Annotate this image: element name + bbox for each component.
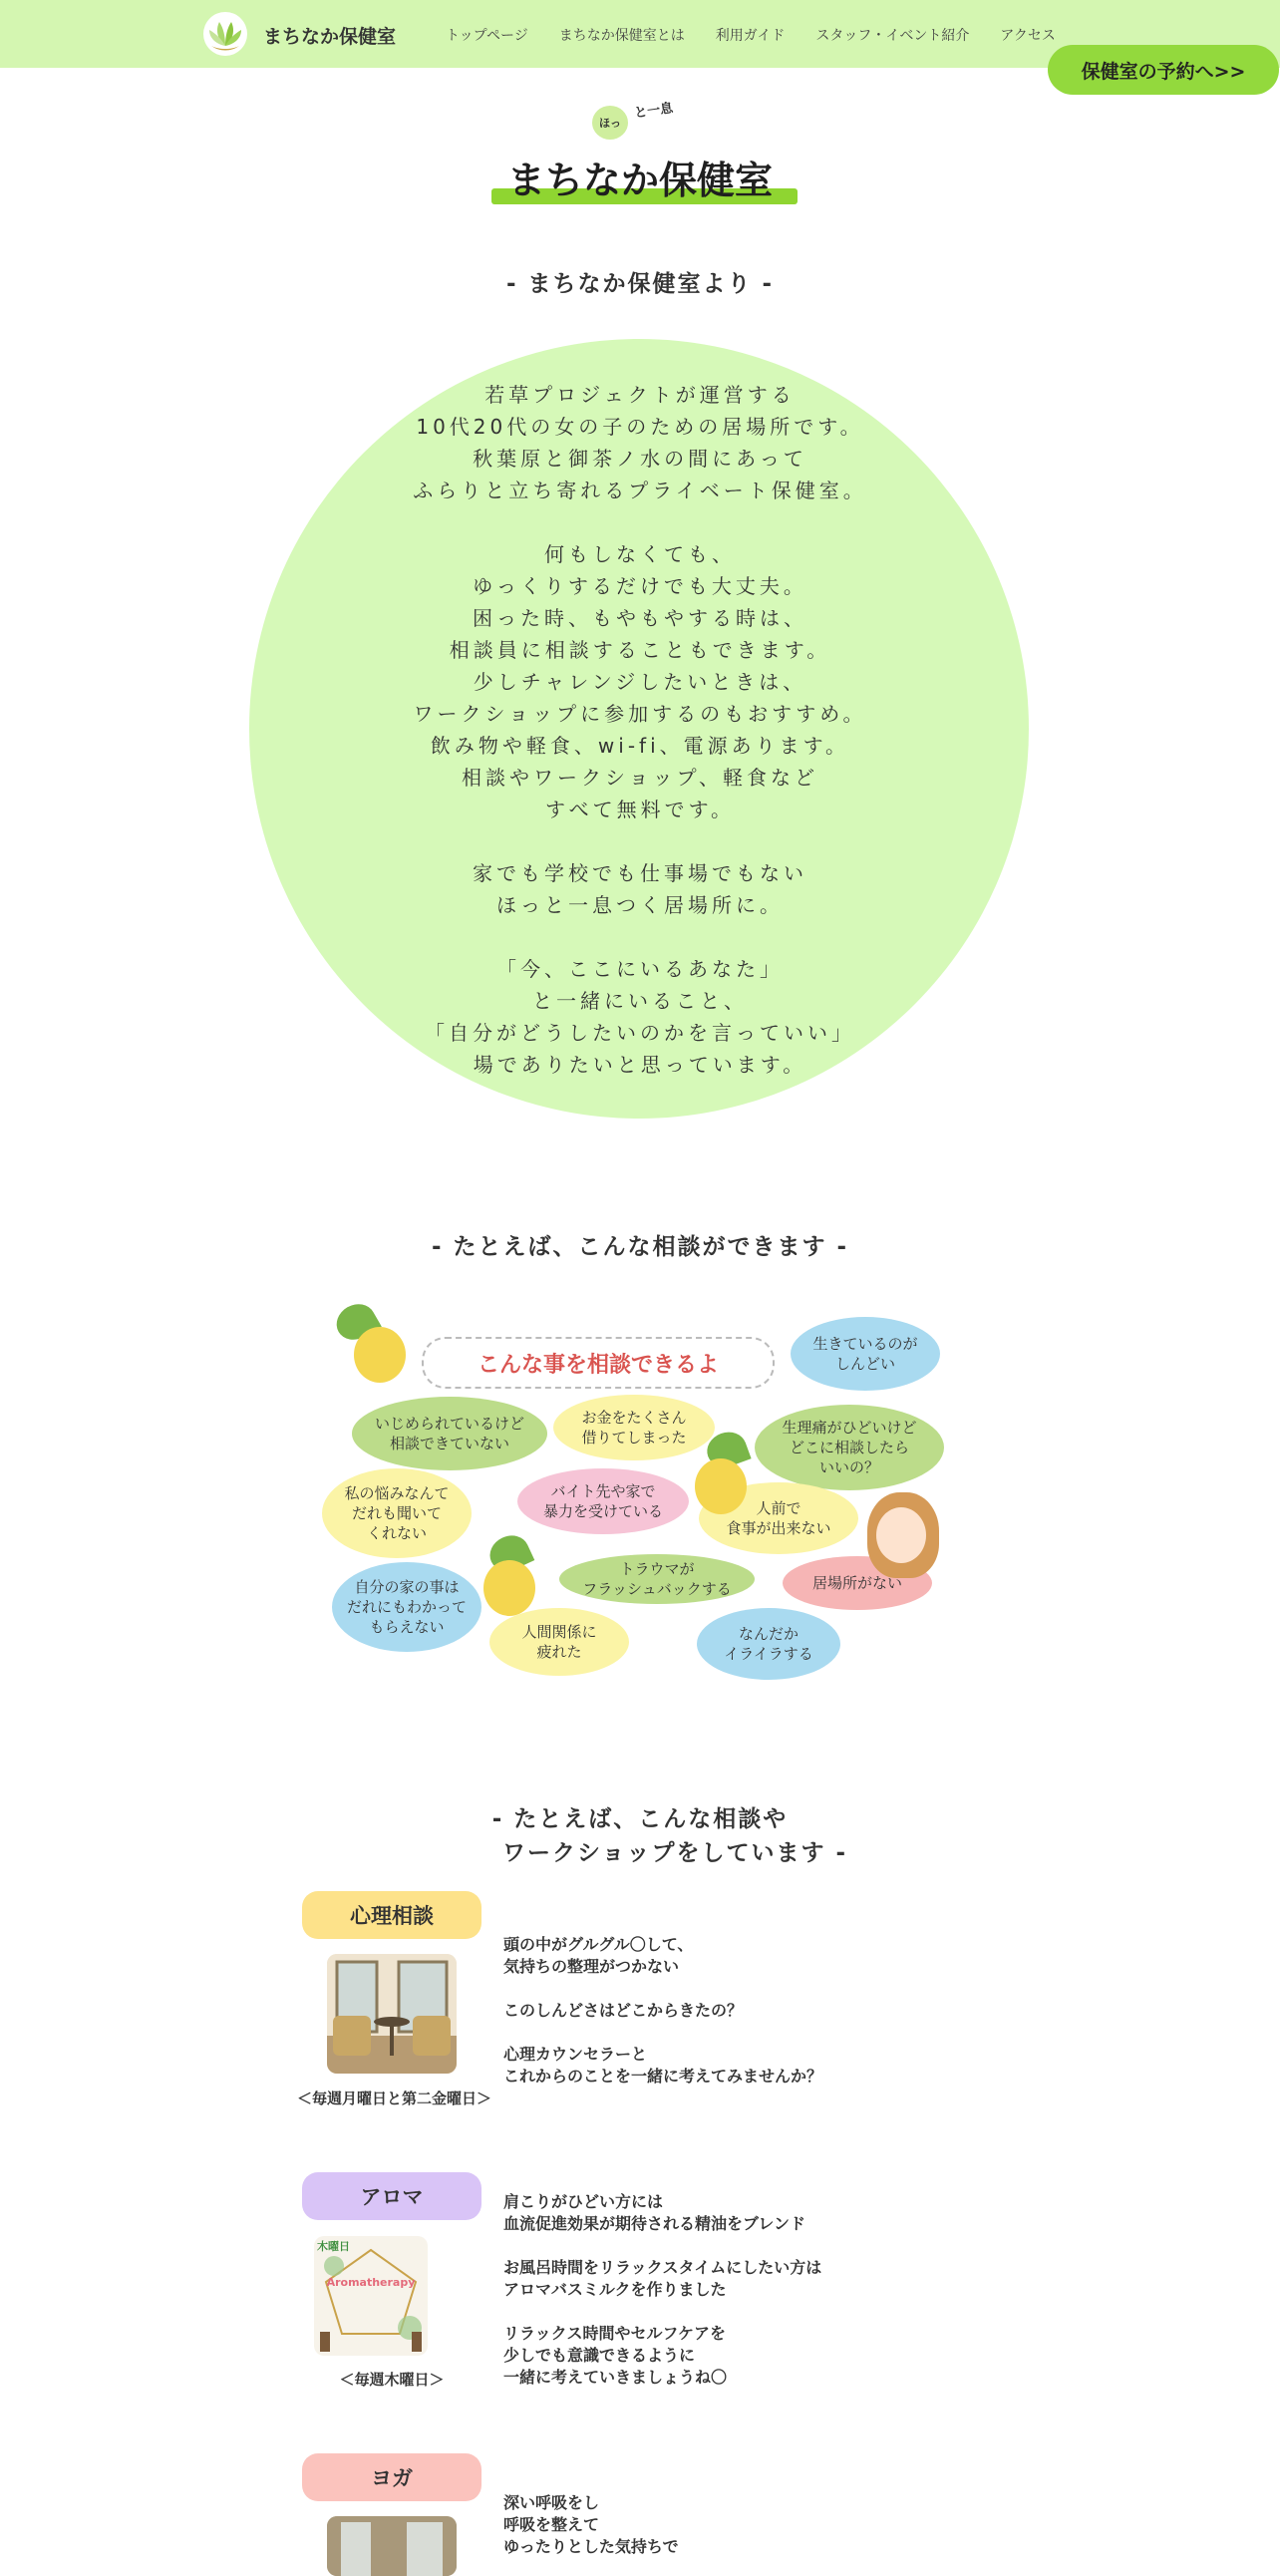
intro-line: と一緒にいること、 bbox=[532, 989, 748, 1013]
intro-heading: - まちなか保健室より - bbox=[505, 271, 775, 297]
workshop-description-line bbox=[503, 1978, 822, 2000]
consult-topic-bubble bbox=[352, 1397, 547, 1470]
intro-line: 若草プロジェクトが運営する bbox=[484, 383, 796, 407]
workshop-description-line: 一緒に考えていきましょうね〇 bbox=[503, 2368, 728, 2387]
consult-topic-line: 人前で bbox=[756, 1499, 801, 1517]
consult-topic-bubble bbox=[517, 1468, 689, 1534]
workshop-label-counseling: 心理相談 bbox=[302, 1891, 481, 1939]
nav-item-staff-events[interactable]: スタッフ・イベント紹介 bbox=[815, 28, 970, 44]
workshop-heading-line2: ワークショップをしています - bbox=[501, 1840, 848, 1866]
consult-topic-bubble bbox=[697, 1608, 840, 1680]
consult-topic-line: くれない bbox=[366, 1524, 427, 1542]
aroma-description bbox=[503, 2191, 821, 2389]
reserve-button[interactable]: 保健室の予約へ>> bbox=[1048, 45, 1279, 95]
intro-line: 「今、ここにいるあなた」 bbox=[496, 957, 784, 981]
intro-paragraph bbox=[0, 379, 1280, 506]
intro-line: ほっと一息つく居場所に。 bbox=[496, 893, 784, 917]
consult-topic-bubble bbox=[322, 1468, 472, 1558]
yoga-photo bbox=[327, 2516, 457, 2576]
intro-line: 秋葉原と御茶ノ水の間にあって bbox=[473, 447, 807, 471]
tagline-text: と一息 bbox=[633, 101, 675, 122]
intro-line: 飲み物や軽食、wi-fi、電源あります。 bbox=[430, 734, 850, 758]
mascot-icon bbox=[695, 1458, 747, 1514]
consult-topic-line: だれにもわかって bbox=[346, 1598, 467, 1616]
consult-topic-line: なんだか bbox=[738, 1625, 799, 1643]
workshop-description-line: 少しでも意識できるように bbox=[503, 2346, 696, 2365]
intro-paragraph bbox=[0, 857, 1280, 921]
nav-item-guide[interactable]: 利用ガイド bbox=[715, 28, 786, 44]
workshop-description-line: このしんどさはどこからきたの？ bbox=[503, 2001, 744, 2020]
aroma-flyer-badge: 木曜日 bbox=[317, 2240, 350, 2253]
workshop-label-yoga: ヨガ bbox=[302, 2453, 481, 2501]
consult-topic-bubble bbox=[755, 1405, 944, 1490]
intro-line: 何もしなくても、 bbox=[544, 542, 736, 566]
consult-topic-line: どこに相談したら bbox=[789, 1439, 909, 1456]
consult-topic-line: フラッシュバックする bbox=[582, 1580, 732, 1598]
girl-face-icon bbox=[876, 1507, 926, 1563]
consult-topic-line: 借りてしまった bbox=[581, 1429, 687, 1447]
consult-topic-line: バイト先や家で bbox=[550, 1482, 656, 1500]
workshop-description-line bbox=[503, 2235, 821, 2257]
workshop-description-line: アロマバスミルクを作りました bbox=[503, 2280, 727, 2299]
consult-heading: - たとえば、こんな相談ができます - bbox=[431, 1234, 849, 1260]
intro-line: すべて無料です。 bbox=[545, 798, 735, 821]
consult-topic-line: 自分の家の事は bbox=[354, 1578, 460, 1596]
workshop-description-line: 頭の中がグルグル〇して、 bbox=[503, 1935, 694, 1954]
mascot-icon bbox=[354, 1327, 406, 1383]
counseling-description bbox=[503, 1934, 822, 2088]
workshop-description-line bbox=[503, 2022, 822, 2044]
consult-topic-line: 暴力を受けている bbox=[542, 1502, 663, 1520]
consult-topic-line: 疲れた bbox=[536, 1643, 582, 1661]
workshop-label-aroma: アロマ bbox=[302, 2172, 481, 2220]
page-title: まちなか保健室 bbox=[506, 159, 773, 202]
intro-line: 相談員に相談することもできます。 bbox=[449, 638, 831, 662]
consult-topic-bubble bbox=[332, 1562, 481, 1652]
illustration-title: こんな事を相談できるよ bbox=[422, 1337, 775, 1389]
nav-item-top[interactable]: トップページ bbox=[446, 28, 528, 44]
intro-line: 家でも学校でも仕事場でもない bbox=[473, 861, 807, 885]
workshop-description-line: 肩こりがひどい方には bbox=[503, 2192, 664, 2211]
intro-line: 「自分がどうしたいのかを言っていい」 bbox=[425, 1021, 855, 1045]
consult-topic-line: 生きているのが bbox=[812, 1335, 918, 1353]
intro-paragraph bbox=[0, 538, 1280, 825]
aroma-flyer-title: Aromatherapy bbox=[326, 2276, 416, 2289]
consult-topic-line: お金をたくさん bbox=[581, 1409, 687, 1427]
intro-line: ふらりと立ち寄れるプライベート保健室。 bbox=[413, 479, 867, 502]
intro-paragraph bbox=[0, 953, 1280, 1081]
workshop-description-line: お風呂時間をリラックスタイムにしたい方は bbox=[503, 2258, 822, 2277]
workshop-description-line: 気持ちの整理がつかない bbox=[503, 1957, 680, 1976]
consult-topic-line: いじめられているけど bbox=[374, 1415, 524, 1433]
consult-topic-bubble bbox=[489, 1608, 629, 1676]
nav-item-access[interactable]: アクセス bbox=[1000, 28, 1056, 44]
logo-icon[interactable] bbox=[203, 12, 247, 56]
intro-line: 少しチャレンジしたいときは、 bbox=[473, 670, 807, 694]
consult-topic-line: トラウマが bbox=[619, 1560, 695, 1578]
workshop-heading-line1: - たとえば、こんな相談や bbox=[491, 1806, 789, 1832]
tagline-bubble: ほっ bbox=[592, 106, 628, 140]
consult-topic-bubble bbox=[559, 1554, 755, 1604]
aroma-schedule: ＜毎週木曜日＞ bbox=[339, 2371, 445, 2389]
site-name[interactable]: まちなか保健室 bbox=[263, 26, 397, 48]
intro-message bbox=[0, 379, 1280, 1113]
workshop-description-line: ゆったりとした気持ちで bbox=[503, 2537, 679, 2556]
consult-topic-line: 生理痛がひどいけど bbox=[782, 1419, 917, 1437]
consult-topic-line: 私の悩みなんて bbox=[344, 1484, 450, 1502]
workshop-description-line: 心理カウンセラーと bbox=[503, 2045, 648, 2064]
intro-line: 場でありたいと思っています。 bbox=[473, 1053, 807, 1077]
consult-topic-line: いいの？ bbox=[818, 1458, 879, 1476]
consult-topic-line: だれも聞いて bbox=[351, 1504, 442, 1522]
consult-topic-line: 相談できていない bbox=[389, 1435, 509, 1452]
intro-line: 困った時、もやもやする時は、 bbox=[473, 606, 807, 630]
consult-illustration bbox=[322, 1293, 956, 1682]
intro-line: 相談やワークショップ、軽食など bbox=[462, 766, 818, 790]
workshop-description-line: 呼吸を整えて bbox=[503, 2515, 600, 2534]
consult-topic-line: もらえない bbox=[369, 1618, 445, 1636]
consult-topic-line: イライラする bbox=[724, 1645, 813, 1663]
aroma-flyer-photo bbox=[314, 2236, 428, 2356]
yoga-description bbox=[503, 2492, 679, 2558]
counseling-schedule: ＜毎週月曜日と第二金曜日＞ bbox=[297, 2090, 492, 2107]
workshop-description-line bbox=[503, 2301, 821, 2323]
main-nav bbox=[446, 25, 1087, 45]
workshop-description-line: 深い呼吸をし bbox=[503, 2493, 600, 2512]
intro-line: 10代20代の女の子のための居場所です。 bbox=[416, 415, 864, 439]
nav-item-about[interactable]: まちなか保健室とは bbox=[558, 28, 685, 44]
workshop-description-line: これからのことを一緒に考えてみませんか？ bbox=[503, 2067, 823, 2086]
consult-topic-bubble bbox=[791, 1317, 940, 1391]
consult-topic-line: 食事が出来ない bbox=[726, 1519, 831, 1537]
workshop-description-line: 血流促進効果が期待される精油をブレンド bbox=[503, 2214, 805, 2233]
consult-topic-bubble bbox=[553, 1395, 715, 1460]
workshop-description-line: リラックス時間やセルフケアを bbox=[503, 2324, 727, 2343]
counseling-room-photo bbox=[327, 1954, 457, 2074]
consult-topic-line: 居場所がない bbox=[811, 1574, 902, 1592]
mascot-icon bbox=[483, 1560, 535, 1616]
intro-line: ゆっくりするだけでも大丈夫。 bbox=[473, 574, 807, 598]
consult-topic-line: 人間関係に bbox=[521, 1623, 597, 1641]
consult-topic-line: しんどい bbox=[834, 1355, 895, 1373]
intro-line: ワークショップに参加するのもおすすめ。 bbox=[413, 702, 867, 726]
